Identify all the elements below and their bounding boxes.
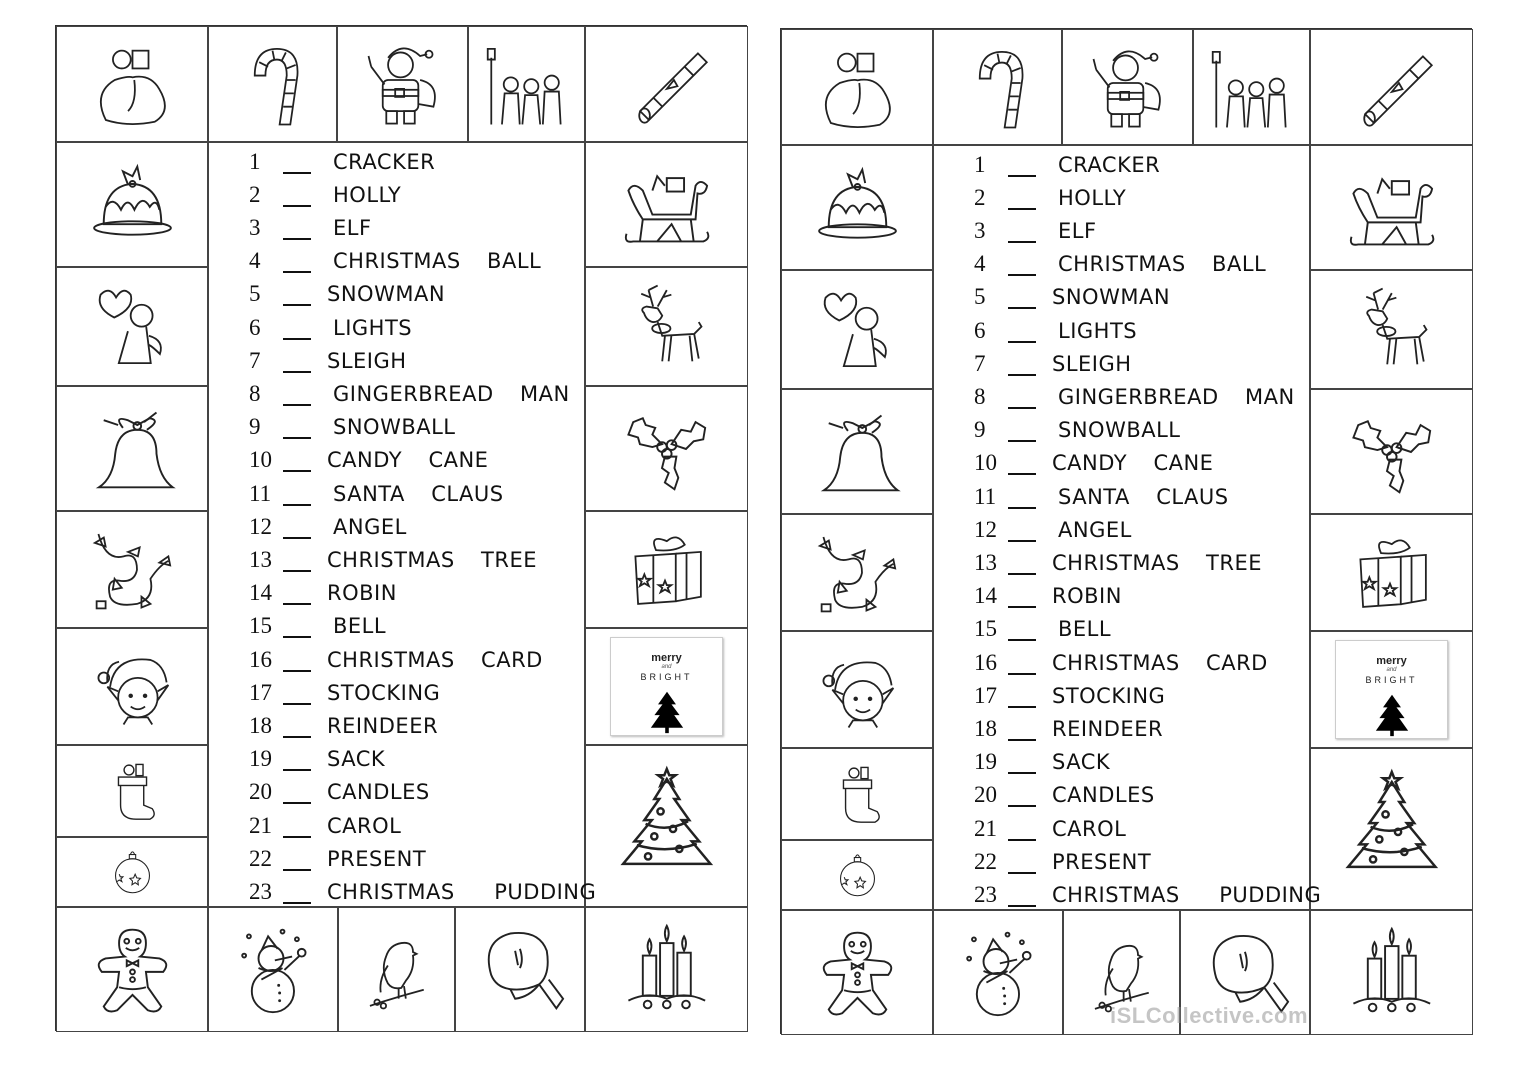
item-number: 5 xyxy=(249,281,261,307)
list-item xyxy=(249,278,445,311)
cracker-picture xyxy=(585,26,748,142)
list-item xyxy=(249,875,596,908)
cracker-icon xyxy=(1329,43,1455,132)
answer-blank[interactable] xyxy=(283,718,311,738)
bell-picture xyxy=(56,386,208,511)
answer-blank[interactable] xyxy=(283,353,311,373)
item-number: 17 xyxy=(974,682,997,708)
item-word: CRACKER xyxy=(1058,152,1161,177)
sack-picture xyxy=(56,26,208,142)
item-word: BELL xyxy=(1058,617,1112,642)
item-word: ROBIN xyxy=(327,581,397,606)
item-word: HOLLY xyxy=(1058,185,1127,210)
list-item xyxy=(974,181,1126,214)
item-word: ELF xyxy=(1058,218,1097,243)
item-word: SNOWBALL xyxy=(333,415,456,440)
item-number: 15 xyxy=(249,613,272,639)
item-number: 21 xyxy=(974,815,997,841)
answer-blank[interactable] xyxy=(283,618,311,638)
item-word: ELF xyxy=(333,215,372,240)
card-text-and: and xyxy=(1386,667,1397,674)
item-number: 23 xyxy=(249,878,272,904)
item-number: 20 xyxy=(974,782,997,808)
item-number: 2 xyxy=(974,184,986,210)
item-word: CAROL xyxy=(327,813,402,838)
item-number: 9 xyxy=(249,414,261,440)
present-picture xyxy=(585,511,748,628)
list-item xyxy=(974,214,1097,247)
vocabulary-list xyxy=(208,142,597,907)
item-number: 8 xyxy=(249,380,261,406)
elf-picture xyxy=(56,628,208,745)
carol-singers-icon xyxy=(482,40,572,129)
item-word: SACK xyxy=(327,747,386,772)
list-item xyxy=(249,577,397,610)
item-word: ANGEL xyxy=(1058,517,1132,542)
list-item xyxy=(249,709,438,742)
candy-cane-icon xyxy=(948,43,1047,132)
item-number: 6 xyxy=(249,314,261,340)
snowman-icon xyxy=(948,925,1048,1021)
card-text-merry: merry xyxy=(651,652,682,665)
item-word: CHRISTMAS CARD xyxy=(327,647,543,672)
santa-claus-icon xyxy=(352,40,453,129)
answer-blank[interactable] xyxy=(283,419,311,439)
answer-blank[interactable] xyxy=(283,818,311,838)
answer-blank[interactable] xyxy=(1008,289,1036,309)
candles-picture xyxy=(1310,910,1473,1035)
list-item xyxy=(974,812,1126,845)
robin-picture xyxy=(338,907,455,1032)
item-word: CANDY CANE xyxy=(1052,451,1214,476)
answer-blank[interactable] xyxy=(283,452,311,472)
list-item xyxy=(974,414,1181,447)
christmas-card-illustration xyxy=(610,637,723,736)
item-word: HOLLY xyxy=(333,182,402,207)
list-item xyxy=(249,610,386,643)
christmas-pudding-icon xyxy=(74,157,191,253)
item-number: 2 xyxy=(249,181,261,207)
christmas-ball-picture xyxy=(56,837,208,907)
christmas-tree-picture xyxy=(1310,748,1473,910)
sack-icon xyxy=(74,40,191,129)
list-item xyxy=(974,248,1266,281)
present-icon xyxy=(1329,528,1455,618)
list-item xyxy=(974,281,1170,314)
item-number: 16 xyxy=(974,649,997,675)
item-number: 12 xyxy=(249,513,272,539)
tree-icon xyxy=(647,690,687,735)
item-word: SLEIGH xyxy=(1052,351,1132,376)
gingerbread-man-icon xyxy=(799,925,916,1021)
item-number: 14 xyxy=(974,583,997,609)
list-item xyxy=(249,444,488,477)
gingerbread-man-picture xyxy=(781,910,933,1035)
answer-blank[interactable] xyxy=(1008,422,1036,442)
item-number: 10 xyxy=(249,447,272,473)
answer-blank[interactable] xyxy=(1008,821,1036,841)
item-number: 11 xyxy=(249,480,272,506)
sack-picture xyxy=(781,29,933,145)
answer-blank[interactable] xyxy=(283,154,311,174)
list-item xyxy=(249,377,570,410)
holly-picture xyxy=(585,386,748,511)
list-item xyxy=(974,580,1122,613)
answer-blank[interactable] xyxy=(1008,854,1036,874)
santa-claus-picture xyxy=(1062,29,1193,145)
answer-blank[interactable] xyxy=(1008,256,1036,276)
angel-picture xyxy=(781,270,933,389)
lights-picture xyxy=(781,514,933,631)
card-text-bright: BRIGHT xyxy=(1365,675,1418,686)
reindeer-picture xyxy=(1310,270,1473,389)
santa-claus-icon xyxy=(1077,43,1178,132)
list-item xyxy=(974,380,1295,413)
item-word: CHRISTMAS TREE xyxy=(327,547,538,572)
answer-blank[interactable] xyxy=(283,220,311,240)
christmas-card-illustration xyxy=(1335,640,1448,739)
item-number: 12 xyxy=(974,516,997,542)
tree-icon xyxy=(1372,693,1412,738)
christmas-tree-icon xyxy=(1329,767,1455,892)
list-item xyxy=(249,543,537,576)
item-word: CANDLES xyxy=(327,780,430,805)
snowball-icon xyxy=(470,922,570,1018)
christmas-pudding-picture xyxy=(781,145,933,270)
elf-icon xyxy=(74,642,191,732)
list-item xyxy=(249,510,407,543)
list-item xyxy=(974,347,1132,380)
answer-blank[interactable] xyxy=(1008,721,1036,741)
answer-blank[interactable] xyxy=(283,519,311,539)
item-word: REINDEER xyxy=(1052,716,1164,741)
snowman-icon xyxy=(223,922,323,1018)
list-item xyxy=(249,676,440,709)
lights-icon xyxy=(799,528,916,618)
christmas-tree-icon xyxy=(604,764,730,889)
item-number: 7 xyxy=(974,350,986,376)
item-number: 13 xyxy=(974,549,997,575)
card-text-merry: merry xyxy=(1376,655,1407,668)
answer-blank[interactable] xyxy=(1008,157,1036,177)
item-number: 4 xyxy=(974,251,986,277)
item-word: REINDEER xyxy=(327,713,439,738)
cracker-icon xyxy=(604,40,730,129)
item-number: 9 xyxy=(974,417,986,443)
item-word: CHRISTMAS BALL xyxy=(1058,252,1267,277)
item-number: 17 xyxy=(249,679,272,705)
answer-blank[interactable] xyxy=(1008,887,1036,907)
answer-blank[interactable] xyxy=(1008,356,1036,376)
answer-blank[interactable] xyxy=(283,187,311,207)
item-number: 6 xyxy=(974,317,986,343)
item-word: STOCKING xyxy=(327,680,441,705)
christmas-ball-icon xyxy=(74,845,191,898)
list-item xyxy=(974,148,1160,181)
angel-icon xyxy=(74,281,191,372)
list-item xyxy=(974,779,1155,812)
item-number: 1 xyxy=(249,148,261,174)
list-item xyxy=(974,845,1151,878)
carol-singers-picture xyxy=(1193,29,1310,145)
angel-icon xyxy=(799,284,916,375)
list-item xyxy=(974,314,1137,347)
sleigh-picture xyxy=(585,142,748,267)
item-number: 23 xyxy=(974,881,997,907)
answer-blank[interactable] xyxy=(1008,655,1036,675)
item-number: 15 xyxy=(974,616,997,642)
answer-blank[interactable] xyxy=(283,286,311,306)
item-number: 1 xyxy=(974,151,986,177)
item-word: ANGEL xyxy=(333,514,407,539)
item-number: 8 xyxy=(974,383,986,409)
item-word: CHRISTMAS PUDDING xyxy=(327,879,597,904)
item-word: LIGHTS xyxy=(333,315,413,340)
item-number: 18 xyxy=(974,715,997,741)
item-word: CHRISTMAS PUDDING xyxy=(1052,882,1322,907)
item-word: SANTA CLAUS xyxy=(333,481,504,506)
answer-blank[interactable] xyxy=(1008,190,1036,210)
item-word: SNOWMAN xyxy=(1052,285,1171,310)
answer-blank[interactable] xyxy=(1008,688,1036,708)
candles-icon xyxy=(1329,925,1455,1021)
bell-icon xyxy=(799,404,916,500)
elf-icon xyxy=(799,645,916,735)
item-word: CAROL xyxy=(1052,816,1127,841)
item-number: 20 xyxy=(249,779,272,805)
answer-blank[interactable] xyxy=(1008,787,1036,807)
item-word: CANDY CANE xyxy=(327,448,489,473)
answer-blank[interactable] xyxy=(1008,588,1036,608)
item-word: PRESENT xyxy=(1052,849,1152,874)
list-item xyxy=(249,809,401,842)
stocking-picture xyxy=(56,745,208,837)
item-word: GINGERBREAD MAN xyxy=(1058,384,1295,409)
stocking-icon xyxy=(799,759,916,829)
item-word: SNOWBALL xyxy=(1058,418,1181,443)
item-word: SNOWMAN xyxy=(327,282,446,307)
christmas-card-picture xyxy=(585,628,748,745)
carol-singers-picture xyxy=(468,26,585,142)
christmas-pudding-icon xyxy=(799,160,916,256)
candy-cane-picture xyxy=(933,29,1062,145)
sack-icon xyxy=(799,43,916,132)
item-number: 5 xyxy=(974,284,986,310)
candles-picture xyxy=(585,907,748,1032)
snowman-picture xyxy=(933,910,1063,1035)
list-item xyxy=(974,613,1111,646)
answer-blank[interactable] xyxy=(283,386,311,406)
list-item xyxy=(249,411,456,444)
list-item xyxy=(974,546,1262,579)
item-number: 13 xyxy=(249,546,272,572)
list-item xyxy=(974,712,1163,745)
gingerbread-man-picture xyxy=(56,907,208,1032)
answer-blank[interactable] xyxy=(1008,389,1036,409)
holly-icon xyxy=(604,401,730,497)
christmas-ball-picture xyxy=(781,840,933,910)
holly-picture xyxy=(1310,389,1473,514)
item-number: 22 xyxy=(249,845,272,871)
list-item xyxy=(249,344,407,377)
item-word: SANTA CLAUS xyxy=(1058,484,1229,509)
christmas-card-picture xyxy=(1310,631,1473,748)
item-number: 3 xyxy=(249,214,261,240)
list-item xyxy=(974,679,1165,712)
vocabulary-list xyxy=(933,145,1322,910)
item-number: 14 xyxy=(249,580,272,606)
worksheet-copy-2 xyxy=(780,28,1472,1034)
answer-blank[interactable] xyxy=(283,320,311,340)
christmas-ball-icon xyxy=(799,848,916,901)
answer-blank[interactable] xyxy=(283,751,311,771)
answer-blank[interactable] xyxy=(1008,754,1036,774)
item-word: STOCKING xyxy=(1052,683,1166,708)
carol-singers-icon xyxy=(1207,43,1297,132)
reindeer-icon xyxy=(604,281,730,372)
item-word: ROBIN xyxy=(1052,584,1122,609)
list-item xyxy=(974,878,1321,911)
card-text-bright: BRIGHT xyxy=(640,672,693,683)
answer-blank[interactable] xyxy=(1008,455,1036,475)
christmas-tree-picture xyxy=(585,745,748,907)
answer-blank[interactable] xyxy=(283,652,311,672)
item-number: 21 xyxy=(249,812,272,838)
list-item xyxy=(249,145,435,178)
item-word: SLEIGH xyxy=(327,348,407,373)
candles-icon xyxy=(604,922,730,1018)
card-text-and: and xyxy=(661,664,672,671)
answer-blank[interactable] xyxy=(283,585,311,605)
list-item xyxy=(974,447,1213,480)
angel-picture xyxy=(56,267,208,386)
holly-icon xyxy=(1329,404,1455,500)
list-item xyxy=(249,211,372,244)
list-item xyxy=(249,245,541,278)
present-icon xyxy=(604,525,730,615)
lights-icon xyxy=(74,525,191,615)
item-number: 22 xyxy=(974,848,997,874)
item-number: 10 xyxy=(974,450,997,476)
present-picture xyxy=(1310,514,1473,631)
candy-cane-icon xyxy=(223,40,322,129)
answer-blank[interactable] xyxy=(1008,522,1036,542)
elf-picture xyxy=(781,631,933,748)
list-item xyxy=(974,746,1110,779)
list-item xyxy=(249,178,401,211)
santa-claus-picture xyxy=(337,26,468,142)
item-word: CHRISTMAS TREE xyxy=(1052,550,1263,575)
answer-blank[interactable] xyxy=(283,884,311,904)
list-item xyxy=(249,311,412,344)
reindeer-icon xyxy=(1329,284,1455,375)
worksheet-copy-1 xyxy=(55,25,747,1031)
list-item xyxy=(249,776,430,809)
list-item xyxy=(249,743,385,776)
sleigh-picture xyxy=(1310,145,1473,270)
robin-icon xyxy=(352,922,442,1018)
list-item xyxy=(249,842,426,875)
item-word: BELL xyxy=(333,614,387,639)
watermark: iSLCollective.com xyxy=(1110,1003,1309,1028)
sleigh-icon xyxy=(604,157,730,253)
bell-icon xyxy=(74,401,191,497)
item-number: 19 xyxy=(249,746,272,772)
item-word: CHRISTMAS CARD xyxy=(1052,650,1268,675)
list-item xyxy=(974,513,1132,546)
answer-blank[interactable] xyxy=(283,784,311,804)
answer-blank[interactable] xyxy=(283,552,311,572)
list-item xyxy=(249,643,543,676)
snowman-picture xyxy=(208,907,338,1032)
answer-blank[interactable] xyxy=(283,685,311,705)
item-number: 7 xyxy=(249,347,261,373)
item-number: 11 xyxy=(974,483,997,509)
item-word: CHRISTMAS BALL xyxy=(333,249,542,274)
item-number: 19 xyxy=(974,749,997,775)
lights-picture xyxy=(56,511,208,628)
answer-blank[interactable] xyxy=(283,253,311,273)
gingerbread-man-icon xyxy=(74,922,191,1018)
answer-blank[interactable] xyxy=(1008,223,1036,243)
item-word: PRESENT xyxy=(327,846,427,871)
sleigh-icon xyxy=(1329,160,1455,256)
item-word: GINGERBREAD MAN xyxy=(333,381,570,406)
answer-blank[interactable] xyxy=(283,486,311,506)
answer-blank[interactable] xyxy=(1008,555,1036,575)
candy-cane-picture xyxy=(208,26,337,142)
item-word: SACK xyxy=(1052,750,1111,775)
bell-picture xyxy=(781,389,933,514)
item-word: CRACKER xyxy=(333,149,436,174)
answer-blank[interactable] xyxy=(1008,621,1036,641)
reindeer-picture xyxy=(585,267,748,386)
item-word: LIGHTS xyxy=(1058,318,1138,343)
item-number: 18 xyxy=(249,712,272,738)
item-word: CANDLES xyxy=(1052,783,1155,808)
answer-blank[interactable] xyxy=(1008,323,1036,343)
item-number: 16 xyxy=(249,646,272,672)
answer-blank[interactable] xyxy=(1008,489,1036,509)
list-item xyxy=(249,477,504,510)
list-item xyxy=(974,646,1268,679)
cracker-picture xyxy=(1310,29,1473,145)
item-number: 3 xyxy=(974,217,986,243)
stocking-picture xyxy=(781,748,933,840)
christmas-pudding-picture xyxy=(56,142,208,267)
answer-blank[interactable] xyxy=(283,851,311,871)
item-number: 4 xyxy=(249,248,261,274)
list-item xyxy=(974,480,1229,513)
stocking-icon xyxy=(74,756,191,826)
snowball-picture xyxy=(455,907,585,1032)
